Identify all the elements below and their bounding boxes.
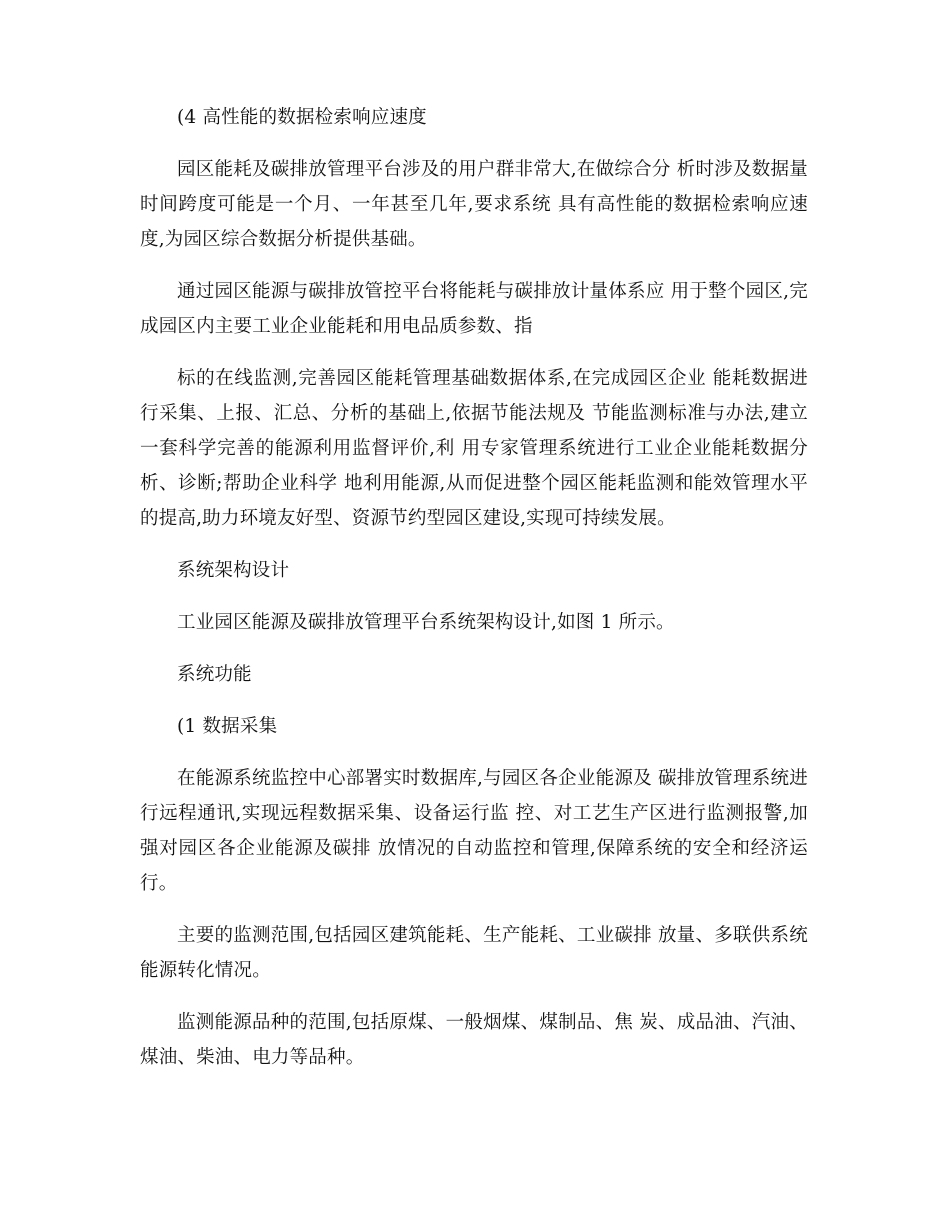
paragraph-performance: 园区能耗及碳排放管理平台涉及的用户群非常大,在做综合分 析时涉及数据量时间跨度可能是一个月、一年甚至几年,要求系统 具有高性能的数据检索响应速度,为园区综合数据分析提供基础。 <box>140 159 808 250</box>
document-page <box>140 100 808 1092</box>
paragraph-energy-types: 监测能源品种的范围,包括原煤、一般烟煤、煤制品、焦 炭、成品油、汽油、煤油、柴油、电力等品种。 <box>140 1012 808 1068</box>
section-heading-architecture: 系统架构设计 <box>177 560 290 581</box>
section-heading-functions: 系统功能 <box>177 664 252 685</box>
paragraph-architecture: 工业园区能源及碳排放管理平台系统架构设计,如图 1 所示。 <box>177 612 675 633</box>
section-heading-data-collection: (1 数据采集 <box>177 716 278 737</box>
section-heading-performance: (4 高性能的数据检索响应速度 <box>177 107 427 128</box>
paragraph-platform-detail: 标的在线监测,完善园区能耗管理基础数据体系,在完成园区企业 能耗数据进行采集、上报、汇总、分析的基础上,依据节能法规及 节能监测标准与办法,建立一套科学完善的能源利用监督评价,利 用专家管理系统进行工业企业能耗数据分析、诊断;帮助企业科学 地利用能源,从而促进整个园区能耗监测和能效管理水平的提高,助力环境友好型、资源节约型园区建设,实现可持续发展。 <box>140 368 808 529</box>
paragraph-platform-intro: 通过园区能源与碳排放管控平台将能耗与碳排放计量体系应 用于整个园区,完成园区内主要工业企业能耗和用电品质参数、指 <box>140 281 808 337</box>
paragraph-monitoring-scope: 主要的监测范围,包括园区建筑能耗、生产能耗、工业碳排 放量、多联供系统能源转化情况。 <box>140 925 808 981</box>
paragraph-data-collection: 在能源系统监控中心部署实时数据库,与园区各企业能源及 碳排放管理系统进行远程通讯,实现远程数据采集、设备运行监 控、对工艺生产区进行监测报警,加强对园区各企业能源及碳排 放情况的自动监控和管理,保障系统的安全和经济运行。 <box>140 768 808 894</box>
